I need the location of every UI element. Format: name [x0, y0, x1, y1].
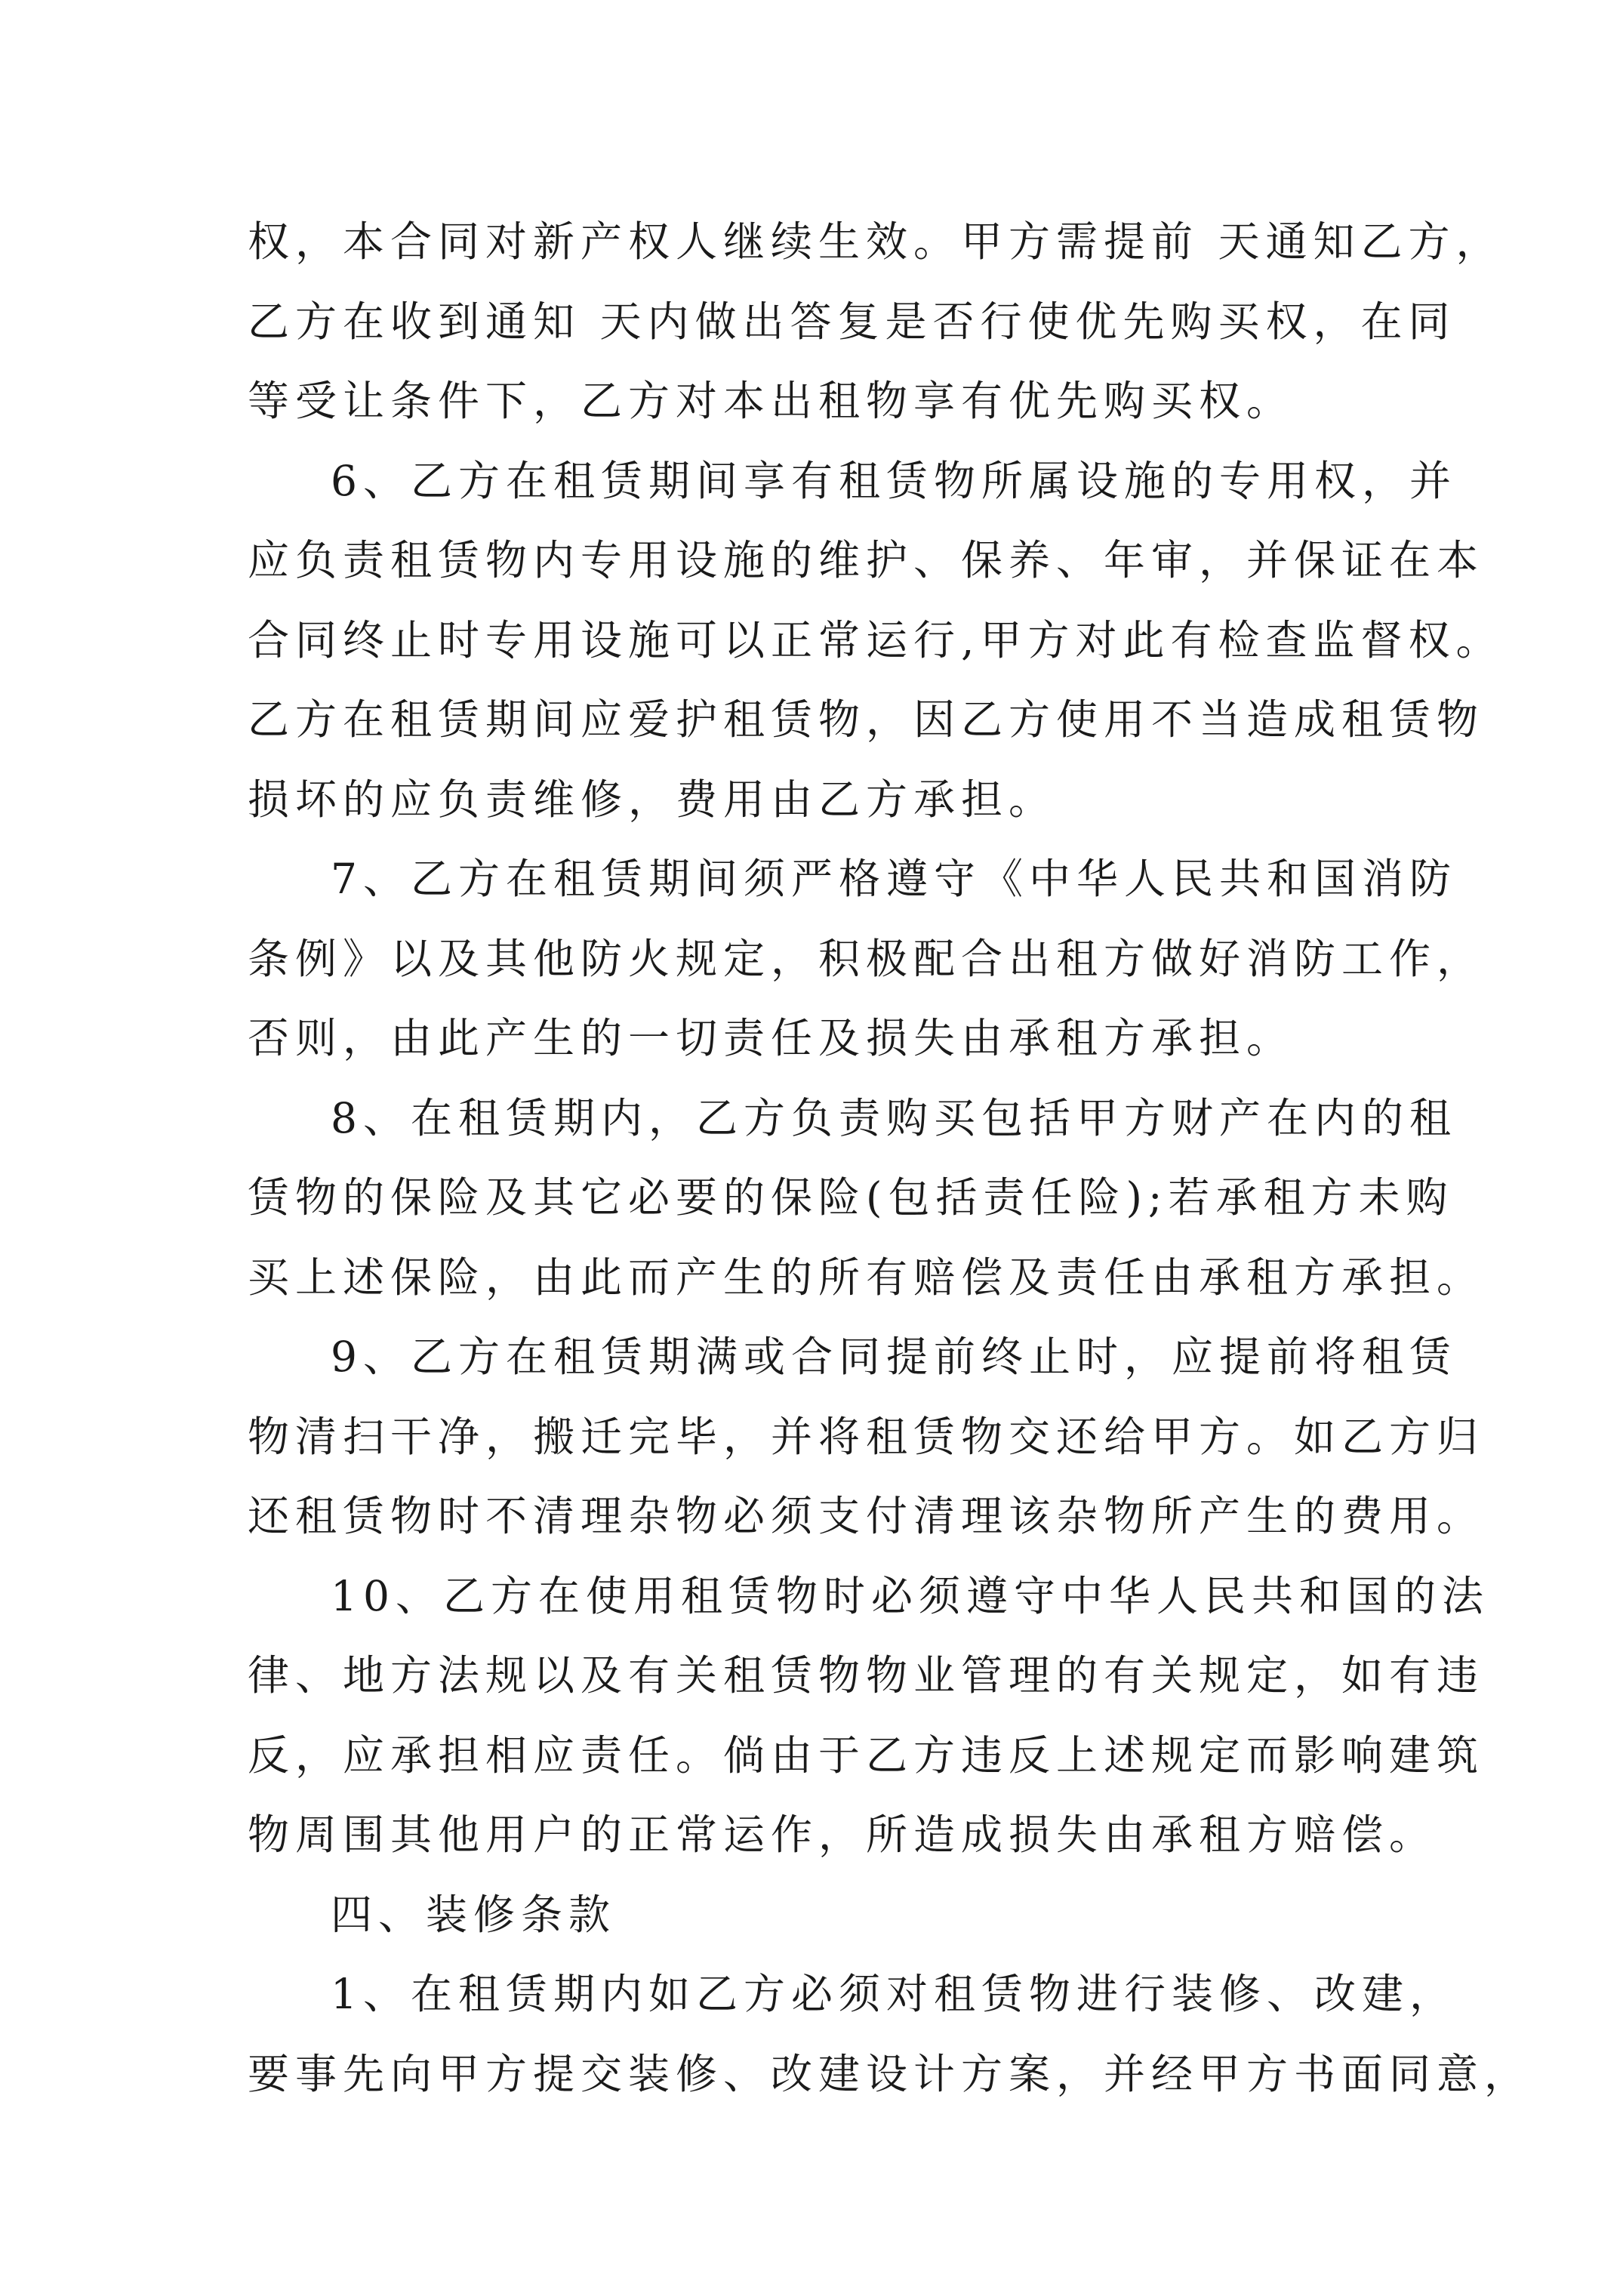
document-body [248, 217, 1532, 2131]
section-4-clause-1-start: 1、在租赁期内如乙方必须对租赁物进行装修、改建， [331, 1970, 1457, 2018]
text-line: 否则，由此产生的一切责任及损失由承租方承担。 [248, 1014, 1295, 1062]
text-line: 应负责租赁物内专用设施的维护、保养、年审，并保证在本 [248, 536, 1485, 584]
text-line: 合同终止时专用设施可以正常运行,甲方对此有检查监督权。 [248, 615, 1504, 664]
text-line: 买上述保险，由此而产生的所有赔偿及责任由承租方承担。 [248, 1253, 1485, 1302]
text-line: 要事先向甲方提交装修、改建设计方案，并经甲方书面同意， [248, 2049, 1532, 2098]
text-line: 损坏的应负责维修，费用由乙方承担。 [248, 775, 1057, 824]
clause-10-start: 10、乙方在使用租赁物时必须遵守中华人民共和国的法 [331, 1571, 1489, 1620]
text-line: 还租赁物时不清理杂物必须支付清理该杂物所产生的费用。 [248, 1492, 1485, 1540]
text-line: 赁物的保险及其它必要的保险(包括责任险);若承租方未购 [248, 1173, 1454, 1222]
clause-8-start: 8、在租赁期内，乙方负责购买包括甲方财产在内的租 [331, 1093, 1457, 1142]
clause-7-start: 7、乙方在租赁期间须严格遵守《中华人民共和国消防 [331, 855, 1457, 903]
section-heading: 四、装修条款 [331, 1890, 617, 1939]
text-line: 权，本合同对新产权人继续生效。甲方需提前 天通知乙方， [248, 217, 1504, 266]
text-line: 反，应承担相应责任。倘由于乙方违反上述规定而影响建筑 [248, 1730, 1485, 1780]
text-line: 等受让条件下，乙方对本出租物享有优先购买权。 [248, 377, 1295, 425]
text-line: 律、地方法规以及有关租赁物物业管理的有关规定，如有违 [248, 1651, 1485, 1700]
text-line: 乙方在收到通知 天内做出答复是否行使优先购买权，在同 [248, 297, 1456, 346]
text-line: 条例》以及其他防火规定，积极配合出租方做好消防工作， [248, 934, 1485, 983]
text-line: 物清扫干净，搬迁完毕，并将租赁物交还给甲方。如乙方归 [248, 1412, 1485, 1461]
clause-6-start: 6、乙方在租赁期间享有租赁物所属设施的专用权，并 [331, 456, 1457, 505]
clause-9-start: 9、乙方在租赁期满或合同提前终止时，应提前将租赁 [331, 1333, 1457, 1381]
text-line: 物周围其他用户的正常运作，所造成损失由承租方赔偿。 [248, 1811, 1437, 1859]
text-line: 乙方在租赁期间应爱护租赁物，因乙方使用不当造成租赁物 [248, 695, 1485, 744]
